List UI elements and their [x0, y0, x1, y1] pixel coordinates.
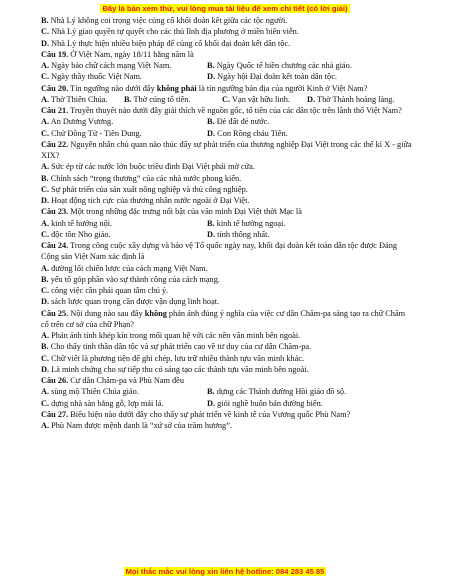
option-line: B. Nhà Lý không coi trọng việc củng cố khối đoàn kết giữa các tộc người. — [41, 16, 288, 25]
option-a: A. đường lối chiến lược của cách mạng Việt Nam. — [41, 263, 208, 273]
option-d: D. Con Rồng cháu Tiên. — [207, 128, 288, 138]
options-row — [41, 128, 413, 139]
options-row — [41, 71, 413, 82]
option-c: C. Sự phát triển của sản xuất nông nghiệp và thủ công nghiệp. — [41, 184, 248, 194]
option-b: B. kinh tế hướng ngoại. — [207, 218, 286, 228]
option-d: D. sách lược quan trọng cần được vận dụng linh hoạt. — [41, 297, 220, 307]
options-row — [41, 229, 413, 240]
question-19: Câu 19. Ở Việt Nam, ngày 18/11 hằng năm là — [41, 49, 194, 59]
question-24: Câu 24. Trong công cuộc xây dựng và bảo vệ Tổ quốc ngày nay, khối đại đoàn kết toàn dân tộc được Đảng Cộng sản Việt Nam xác định là — [41, 241, 398, 262]
option-a: A. Sức ép từ các nước lớn buộc triều đình Đại Việt phải mở cửa. — [41, 162, 255, 172]
option-b: B. dựng các Thánh đường Hồi giáo đồ sộ. — [207, 387, 347, 397]
header-banner: Đây là bản xem thử, vui lòng mua tài liệu để xem chi tiết (có lời giải) — [102, 4, 348, 13]
footer-banner: Mọi thắc mắc vui lòng xin liên hệ hotline: 084 283 45 85 — [125, 567, 325, 576]
option-a: A. kinh tế hướng nội. — [41, 218, 113, 228]
option-b: B. Ngày Quốc tế hiền chương các nhà giáo. — [207, 61, 352, 70]
options-row — [41, 386, 413, 397]
question-20: Câu 20. Tín ngưỡng nào dưới đây không phải là tín ngưỡng bản địa của người Kinh ở Việt Nam? — [41, 83, 368, 93]
option-d: D. Hoạt động tích cực của thương nhân nước ngoài ở Đại Việt. — [41, 196, 250, 205]
option-b: B. yếu tố góp phần vào sự thành công của cách mạng. — [41, 274, 220, 284]
option-c: C. dựng nhà sàn bằng gỗ, lợp mái lá. — [41, 398, 164, 408]
option-d: D. giỏi nghề buôn bán đường biển. — [207, 398, 323, 408]
option-d: D. Là minh chứng cho sự tiếp thu có sáng tạo các thành tựu văn minh bên ngoài. — [41, 364, 309, 374]
question-25: Câu 25. Nội dung nào sau đây không phản ánh đúng ý nghĩa của việc cư dân Chăm-pa sáng tạo ra chữ Chăm cổ trên cơ sở của chữ Phạn? — [41, 308, 406, 329]
option-c: C. Chử Đồng Tử - Tiên Dung. — [41, 128, 142, 138]
option-b: B. Chính sách “trọng thương” của các nhà nước phong kiến. — [41, 173, 242, 183]
option-a: A. Ngày bảo chữ cách mạng Việt Nam. — [41, 61, 172, 70]
option-c: C. độc tôn Nho giáo. — [41, 229, 111, 239]
option-a: A. Phù Nam được mệnh danh là “xứ sở của trăm hương”. — [41, 421, 232, 430]
option-d: D. Ngày hội Đại đoàn kết toàn dân tộc. — [207, 72, 337, 82]
question-23: Câu 23. Một trong những đặc trưng nổi bật của văn minh Đại Việt thời Mạc là — [41, 207, 302, 217]
option-c: C. công việc cần phải quan tâm chú ý. — [41, 286, 169, 295]
option-a: A. Thờ Thiên Chúa. — [41, 94, 108, 104]
question-27: Câu 27. Biểu hiện nào dưới đây cho thấy sự phát triển về kinh tế của Vương quốc Phù Nam? — [41, 409, 351, 419]
option-b: B. Cho thấy tinh thần dân tộc và sự phát triển cao về tư duy của cư dân Chăm-pa. — [41, 342, 312, 352]
option-line: D. Nhà Lý thực hiện nhiều biện pháp để củng cố khối đại đoàn kết dân tộc. — [41, 38, 291, 48]
option-b: B. Đẻ đất đẻ nước. — [207, 117, 270, 127]
option-d: D. tính thống nhất. — [207, 229, 270, 239]
options-row — [41, 116, 413, 127]
option-line: C. Nhà Lý giao quyền tự quyết cho các thủ lĩnh địa phương ở miền biên viễn. — [41, 27, 299, 37]
question-22: Câu 22. Nguyên nhân chủ quan nào thúc đẩy sự phát triển của thương nghiệp Đại Việt trong các thế kỉ X - giữa XIX? — [41, 139, 412, 160]
options-row — [41, 398, 413, 409]
document-body — [41, 15, 413, 431]
options-row — [41, 218, 413, 229]
question-26: Câu 26. Cư dân Chăm-pa và Phù Nam đều — [41, 376, 184, 385]
options-row — [41, 60, 413, 71]
option-a: A. Phản ánh tính khép kín trong mối quan hệ với các nền văn minh bên ngoài. — [41, 331, 301, 340]
option-a: A. An Dương Vương. — [41, 117, 114, 127]
option-c: C. Vạn vật hữu linh. — [222, 94, 290, 104]
option-a: A. sùng mộ Thiên Chúa giáo. — [41, 387, 139, 397]
option-d: D. Thờ Thành hoàng làng. — [307, 94, 395, 104]
question-21: Câu 21. Truyền thuyết nào dưới đây giải thích về nguồn gốc, tổ tiên của các dân tộc trên lãnh thổ Việt Nam? — [41, 106, 402, 115]
option-b: B. Thờ cúng tổ tiên. — [124, 94, 191, 104]
option-c: C. Ngày thầy thuốc Việt Nam. — [41, 72, 142, 82]
options-row — [41, 94, 413, 105]
option-c: C. Chữ viết là phương tiện để ghi chép, lưu trữ nhiều thành tựu văn minh khác. — [41, 353, 305, 363]
